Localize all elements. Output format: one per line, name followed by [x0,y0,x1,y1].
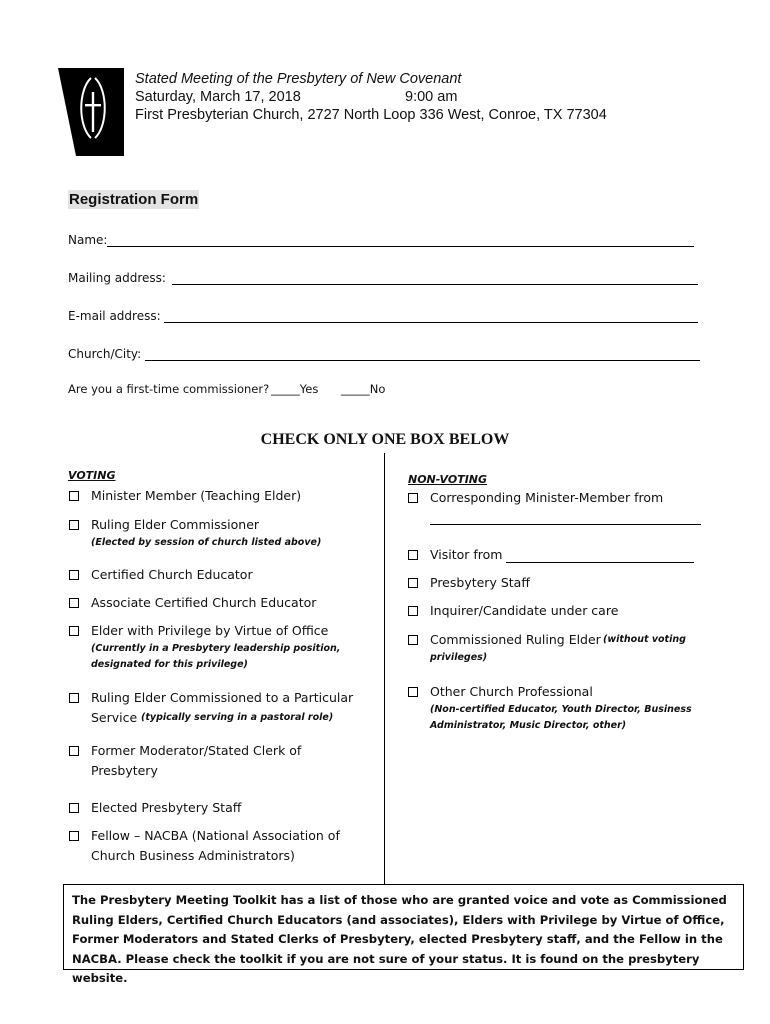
toolkit-note-box [63,884,744,985]
other-professional-note-2: Administrator, Music Director, other) [430,720,627,731]
first-time-yes[interactable]: _____Yes [271,382,319,396]
checkbox-icon[interactable] [69,803,79,813]
checkbox-icon[interactable] [408,493,418,503]
commissioned-elder-note-1: (without voting [603,634,686,645]
particular-service-note: (typically serving in a pastoral role) [141,712,334,723]
meeting-time: 9:00 am [405,89,458,105]
other-professional-note-1: (Non-certified Educator, Youth Director, Business [430,704,692,715]
toolkit-line-1: The Presbytery Meeting Toolkit has a list of those who are granted voice and vote as Commissioned [72,893,727,907]
checkbox-icon[interactable] [408,550,418,560]
checkbox-icon[interactable] [69,598,79,608]
checkbox-icon[interactable] [69,520,79,530]
voting-heading: VOTING [68,469,116,482]
toolkit-line-2: Ruling Elders, Certified Church Educators (and associates), Elders with Privilege by Virtue of Office, [72,912,725,927]
checkbox-icon[interactable] [69,626,79,636]
mailing-address-label: Mailing address: [68,271,166,285]
checkbox-icon[interactable] [69,831,79,841]
check-one-heading: CHECK ONLY ONE BOX BELOW [260,431,510,448]
meeting-date: Saturday, March 17, 2018 [135,89,301,105]
email-field[interactable] [164,322,698,323]
column-divider [384,453,385,884]
name-label: Name: [68,233,108,247]
corresponding-minister-field[interactable] [430,524,701,525]
commissioned-elder-note-2: privileges) [430,652,488,663]
checkbox-icon[interactable] [69,570,79,580]
church-city-label: Church/City: [68,347,142,361]
visitor-from-field[interactable] [506,562,694,563]
first-time-no[interactable]: _____No [341,382,386,396]
registration-form-title: Registration Form [69,191,199,208]
elder-privilege-note-1: (Currently in a Presbytery leadership position, [91,643,341,654]
presbytery-logo [58,68,124,156]
checkbox-icon[interactable] [408,635,418,645]
meeting-location: First Presbyterian Church, 2727 North Loop 336 West, Conroe, TX 77304 [135,107,607,123]
ruling-elder-note: (Elected by session of church listed above) [91,537,322,548]
checkbox-icon[interactable] [408,606,418,616]
first-time-question: Are you a first-time commissioner? [68,382,270,396]
checkbox-icon[interactable] [408,578,418,588]
toolkit-line-3: Former Moderators and Stated Clerks of Presbytery, elected Presbytery staff, and the Fellow in the [72,932,723,946]
name-field[interactable] [107,246,694,247]
checkbox-icon[interactable] [408,687,418,697]
mailing-address-field[interactable] [172,284,698,285]
checkbox-icon[interactable] [69,491,79,501]
meeting-title: Stated Meeting of the Presbytery of New Covenant [135,71,462,87]
non-voting-heading: NON-VOTING [408,473,488,486]
checkbox-icon[interactable] [69,693,79,703]
toolkit-line-4: NACBA. Please check the toolkit if you are not sure of your status. It is found on the presbytery website. [72,951,700,985]
church-city-field[interactable] [145,360,700,361]
elder-privilege-note-2: designated for this privilege) [91,659,248,670]
email-label: E-mail address: [68,309,161,323]
checkbox-icon[interactable] [69,746,79,756]
